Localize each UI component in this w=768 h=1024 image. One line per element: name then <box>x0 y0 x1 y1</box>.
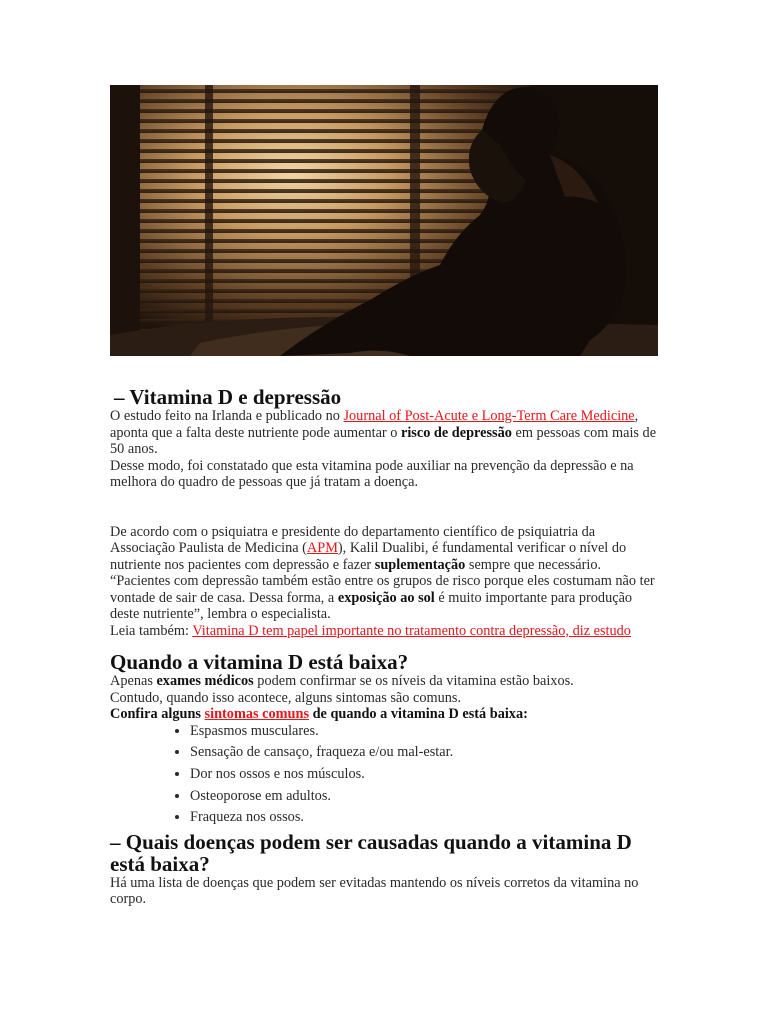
blind-slat <box>140 209 540 213</box>
paragraph-lista-doencas: Há uma lista de doenças que podem ser evitadas mantendo os níveis corretos da vitamina no corpo. <box>110 874 639 908</box>
blind-slat <box>140 189 540 193</box>
paragraph-confira: Confira alguns sintomas comuns de quando a vitamina D está baixa: <box>110 706 528 722</box>
symptoms-list <box>110 723 660 826</box>
link-leia-tambem[interactable]: Vitamina D tem papel importante no tratamento contra depressão, diz estudo <box>192 622 631 639</box>
link-journal[interactable]: Journal of Post-Acute e Long-Term Care Medicine <box>343 408 635 424</box>
blind-slat <box>140 99 540 103</box>
heading-doencas: – Quais doenças podem ser causadas quando a vitamina D está baixa? <box>110 829 632 876</box>
list-item: • Sensação de cansaço, fraqueza e/ou mal-estar. <box>190 744 660 761</box>
paragraph-exames: Apenas exames médicos podem confirmar se os níveis da vitamina estão baixos. <box>110 673 574 689</box>
heading-vitamina-d-depressao: – Vitamina D e depressão <box>114 385 342 409</box>
article <box>110 85 660 908</box>
blind-slat <box>140 119 540 123</box>
paragraph-contudo: Contudo, quando isso acontece, alguns sintomas são comuns. <box>110 689 462 706</box>
paragraph-psiquiatra: De acordo com o psiquiatra e presidente do departamento científico de psiquiatria da Associação Paulista de Medicina (APM), Kalil Dualibi, é fundamental verificar o nível do nutriente nos pacientes com depressão e fazer suplementação sempre que necessário. <box>110 523 627 573</box>
link-apm[interactable]: APM <box>306 540 338 556</box>
paragraph-pacientes: “Pacientes com depressão também estão entre os grupos de risco porque eles costumam não ter vontade de sair de casa. Dessa forma, a exposição ao sol é muito importante para produção deste nutriente”, lembra o especialista. <box>110 573 655 622</box>
heading-quando-baixa: Quando a vitamina D está baixa? <box>110 650 409 674</box>
blind-slat <box>140 109 540 113</box>
link-sintomas-comuns[interactable]: sintomas comuns <box>204 706 310 722</box>
paragraph-prevencao: Desse modo, foi constatado que esta vitamina pode auxiliar na prevenção da depressão e na melhora do quadro de pessoas que já tratam a doença. <box>110 457 634 490</box>
list-item: • Dor nos ossos e nos músculos. <box>190 766 660 783</box>
hero-photo <box>110 85 658 356</box>
blind-slat <box>140 199 540 203</box>
list-item: • Osteoporose em adultos. <box>190 788 660 805</box>
list-item: • Espasmos musculares. <box>190 723 660 740</box>
list-item: • Fraqueza nos ossos. <box>190 809 660 826</box>
paragraph-estudo: O estudo feito na Irlanda e publicado no Journal of Post-Acute e Long-Term Care Medicine, aponta que a falta deste nutriente pode aumentar o risco de depressão em pessoas com mais de 50 anos. <box>110 408 657 457</box>
paragraph-leia-tambem: Leia também: Vitamina D tem papel importante no tratamento contra depressão, diz estudo <box>110 622 631 639</box>
blind-slat <box>140 89 540 93</box>
